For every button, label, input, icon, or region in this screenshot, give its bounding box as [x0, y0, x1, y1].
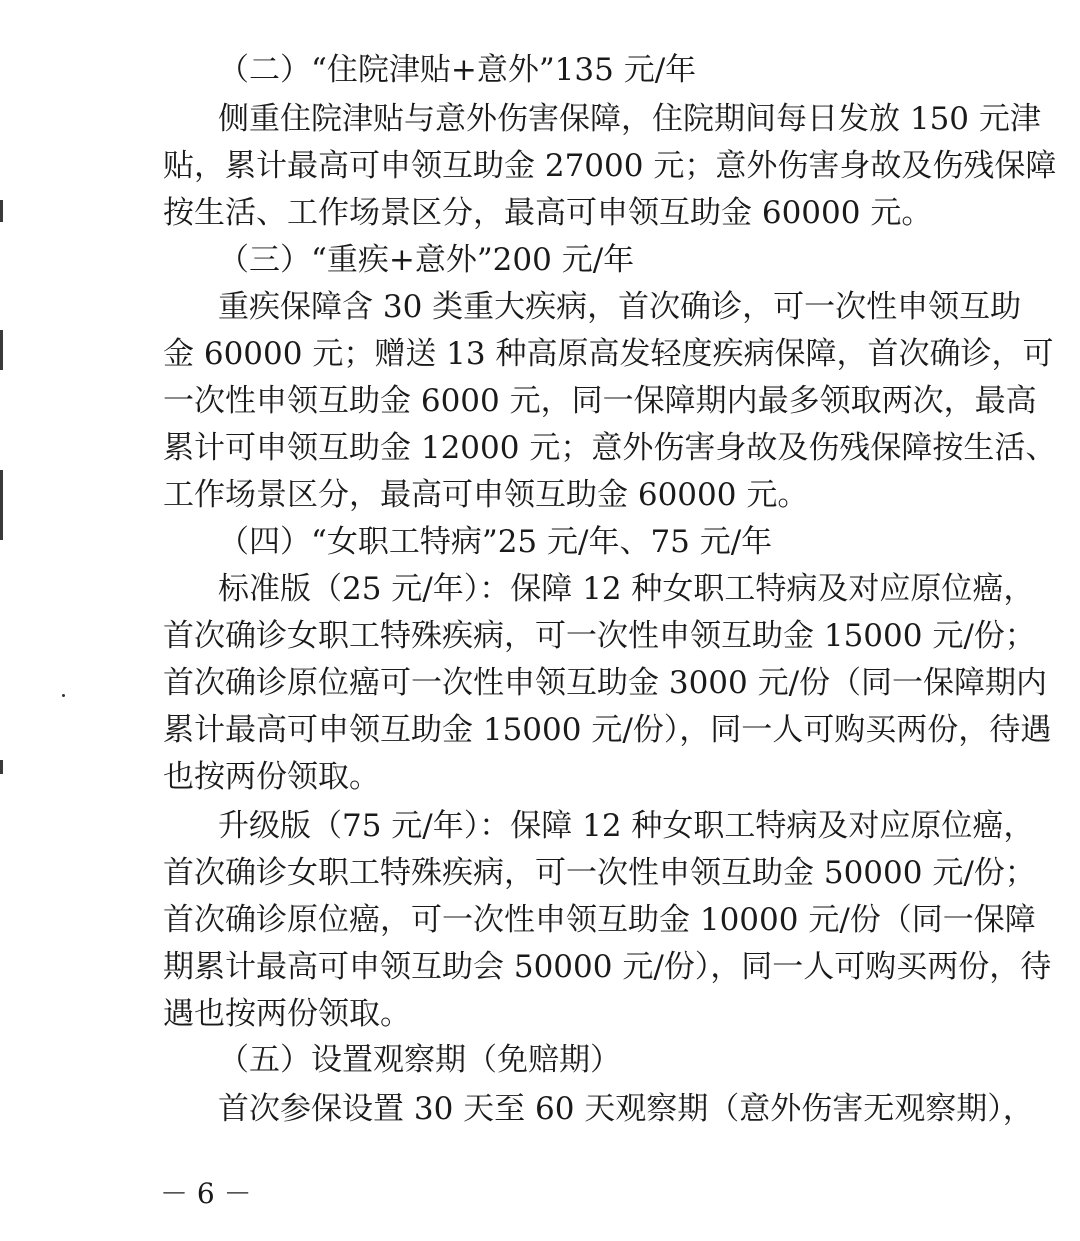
section-heading-4: （四）“女职工特病”25 元/年、75 元/年 — [218, 524, 773, 560]
paragraph-line: 首次确诊原位癌可一次性申领互助金 3000 元/份（同一保障期内 — [163, 665, 1048, 701]
paragraph-line: 首次参保设置 30 天至 60 天观察期（意外伤害无观察期）， — [218, 1091, 1034, 1127]
paragraph-line: 累计最高可申领互助金 15000 元/份），同一人可购买两份，待遇 — [163, 712, 1052, 748]
paragraph-line: 按生活、工作场景区分，最高可申领互助金 60000 元。 — [163, 195, 933, 231]
paragraph-line: 一次性申领互助金 6000 元，同一保障期内最多领取两次，最高 — [163, 383, 1037, 419]
scan-margin-mark — [0, 470, 3, 540]
paragraph-line: 也按两份领取。 — [163, 759, 380, 795]
page-number: － 6 － — [160, 1177, 252, 1210]
paragraph-line: 工作场景区分，最高可申领互助金 60000 元。 — [163, 477, 809, 513]
paragraph-line: 升级版（75 元/年）：保障 12 种女职工特病及对应原位癌， — [218, 808, 1035, 844]
paragraph-line: 重疾保障含 30 类重大疾病，首次确诊，可一次性申领互助 — [218, 289, 1022, 325]
scan-dot-mark — [62, 694, 65, 697]
paragraph-line: 遇也按两份领取。 — [163, 996, 411, 1032]
paragraph-line: 首次确诊原位癌，可一次性申领互助金 10000 元/份（同一保障 — [163, 902, 1036, 938]
paragraph-line: 侧重住院津贴与意外伤害保障，住院期间每日发放 150 元津 — [218, 101, 1041, 137]
scan-margin-mark — [0, 330, 3, 370]
paragraph-line: 贴，累计最高可申领互助金 27000 元；意外伤害身故及伤残保障 — [163, 148, 1057, 184]
paragraph-line: 标准版（25 元/年）：保障 12 种女职工特病及对应原位癌， — [218, 571, 1035, 607]
scan-margin-mark — [0, 200, 3, 222]
scan-margin-mark — [0, 760, 3, 774]
section-heading-2: （二）“住院津贴+意外”135 元/年 — [218, 52, 697, 88]
section-heading-3: （三）“重疾+意外”200 元/年 — [218, 242, 635, 278]
section-heading-5: （五）设置观察期（免赔期） — [218, 1042, 621, 1078]
paragraph-line: 期累计最高可申领互助会 50000 元/份），同一人可购买两份，待 — [163, 949, 1052, 985]
paragraph-line: 累计可申领互助金 12000 元；意外伤害身故及伤残保障按生活、 — [163, 430, 1057, 466]
paragraph-line: 金 60000 元；赠送 13 种高原高发轻度疾病保障，首次确诊，可 — [163, 336, 1054, 372]
paragraph-line: 首次确诊女职工特殊疾病，可一次性申领互助金 50000 元/份； — [163, 855, 1036, 891]
paragraph-line: 首次确诊女职工特殊疾病，可一次性申领互助金 15000 元/份； — [163, 618, 1036, 654]
